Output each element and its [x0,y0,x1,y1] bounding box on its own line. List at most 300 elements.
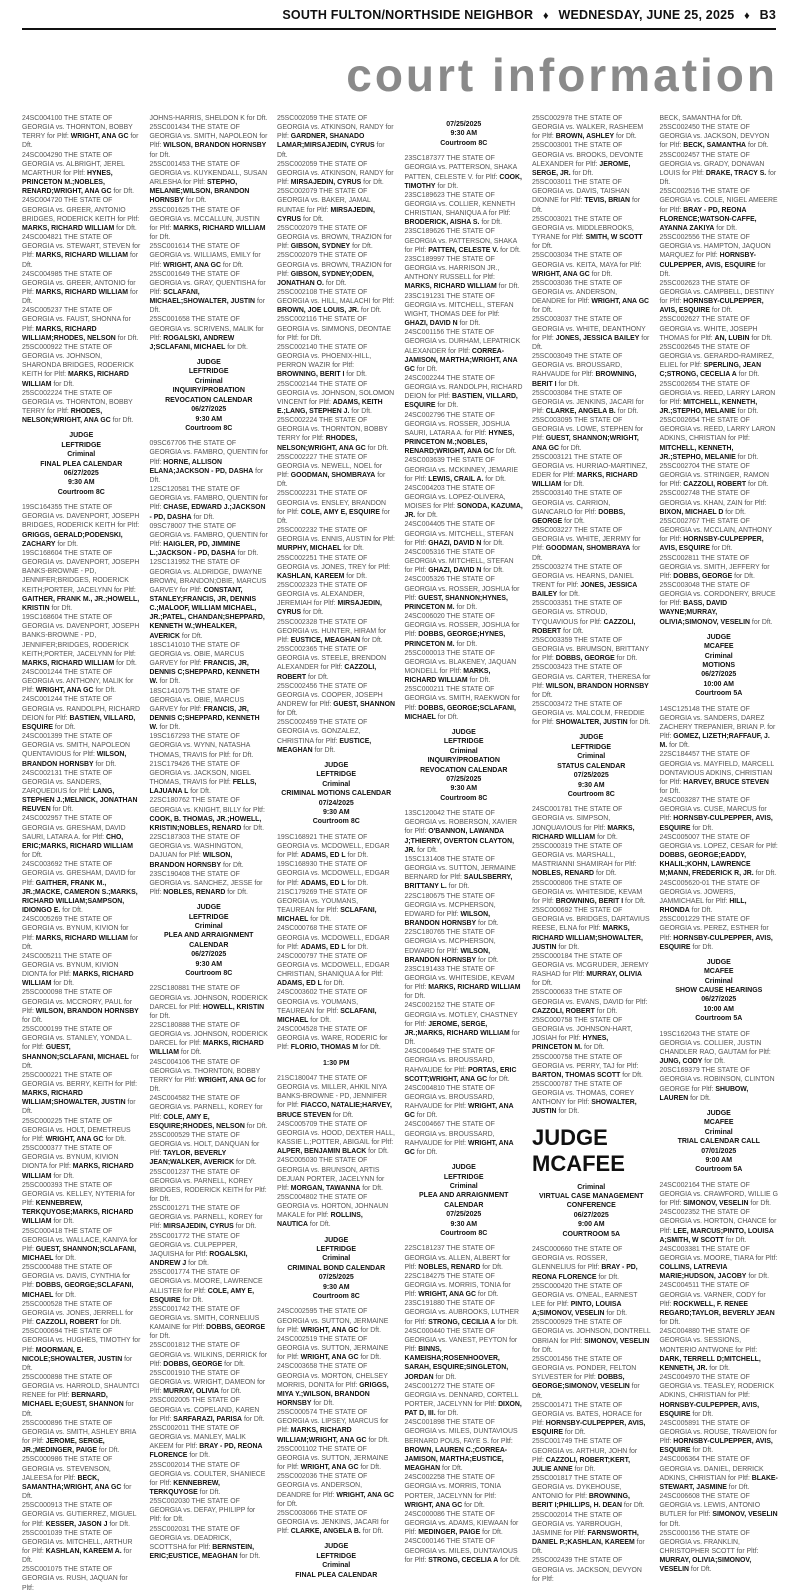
calendar-heading-line: Courtroom 8C [440,139,488,147]
case-entry: 24SC004880 THE STATE OF GEORGIA vs. SESSIONS, MONTERIO ANTWONE for Pltf: DARK, TERRELL D;MITCHELL, KENNETH, JR. for Dft. [659,1328,761,1372]
calendar-heading-line: LEFTRIDGE [316,1552,357,1560]
case-entry: JOHNS-HARRIS, SHELDON K for Dft. [149,115,268,122]
case-entry: 25SC002030 THE STATE OF GEORGIA vs. DEFAY, PHILIPP for Pltf: for Dft. [149,1498,256,1524]
page-header [22,6,776,46]
case-entry: 25SC003227 THE STATE OF GEORGIA vs. WHITE, JERRMY for Pltf: GOODMAN, SHOMBRAYA for Dft. [532,527,641,562]
case-entry: 19SC164355 THE STATE OF GEORGIA vs. DAVENPORT, JOSEPH BRIDGES, RODERICK KEITH for Pltf: GRIGGS, GERALD;PODENSKI, ZACHARY for Dft. [22,504,140,548]
calendar-heading-line: JUDGE [196,359,221,367]
case-entry: 24SC004970 THE STATE OF GEORGIA vs. TEASLEY, RODERICK ADKINS, CHRISTIAN for Pltf: HORNSBY-CULPEPPER, AVIS, ESQUIRE for Dft. [659,1374,775,1418]
case-entry: 24SC004528 THE STATE OF GEORGIA vs. WARE, RODERIC for Pltf: FLORIO, THOMAS M for Dft. [277,1026,388,1052]
case-entry: 25SC000633 THE STATE OF GEORGIA vs. EVANS, DAVID for Pltf: CAZZOLI, ROBERT for Dft. [532,989,648,1015]
case-entry: 23SC189997 THE STATE OF GEORGIA vs. HARRISON JR., ANTHONY RUSSELL for Pltf: MARKS, RICHARD WILLIAM for Dft. [404,255,520,291]
calendar-heading [405,728,524,803]
calendar-heading-line: Criminal [67,451,96,459]
calendar-heading-line: 10:00 AM [703,1005,734,1013]
case-entry: 24SC000146 THE STATE OF GEORGIA vs. MILES, DUNTAVIOUS for Pltf: STRONG, CECELIA A for Dft. [404,1538,521,1564]
calendar-heading-line: VIRTUAL CASE MANAGEMENT [539,1193,644,1201]
case-entry: 25SC000156 THE STATE OF GEORGIA vs. FRANKLIN, CHRISTOPHER SCOTT for Pltf: MURRAY, OLIVIA;SIMONOV, VESELIN for Dft. [659,1529,759,1574]
case-entry: 25SC002036 THE STATE OF GEORGIA vs. ANDERSON, DEANDRE for Pltf: WRIGHT, ANA GC for Dft. [277,1473,395,1508]
calendar-heading-line: 06/27/2025 [191,951,227,959]
case-entry: 25SC000922 THE STATE OF GEORGIA vs. JOHNSON, SHARONDA BRIDGES, RODERICK KEITH for Pltf: MARKS, RICHARD WILLIAM for Dft. [22,343,134,388]
calendar-heading [405,1163,524,1238]
case-entry: 24SC006608 THE STATE OF GEORGIA vs. LEWIS, ANTONIO BUTLER for Pltf: SIMONOV, VESELIN for Dft. [659,1493,778,1528]
calendar-heading-line: JUDGE [451,1164,476,1172]
calendar-heading-line: 07/25/2025 [446,775,482,783]
case-entry: 24SC000086 THE STATE OF GEORGIA vs. ADAMS, KIEWAAN for Pltf: MEDINGER, PAIGE for Dft. [404,1510,519,1537]
calendar-heading-line: 07/25/2025 [318,1274,354,1282]
case-entry: 12SC131952 THE STATE OF GEORGIA vs. ALDRIDGE, DWAYNE BROWN, BRANDON;OBIE, MARCUS GARVEY for Pltf: CONSTANT, STANLEY;FRANCIS, JR, DENNIS C.;MALOOF, WILLIAM MICHAEL, JR.;PATEL, CHANDAN;SHEPPARD, KENNETH W.;WHEALKER, AVERICK for Dft. [149,559,267,640]
case-entry: 19SC168604 THE STATE OF GEORGIA vs. DAVENPORT, JOSEPH BANKS-BROWNE - PD, JENNIFER;BRIDGES, RODERICK KEITH;PORTER, JACELYNN for Pltf: MARKS, RICHARD WILLIAM for Dft. [22,614,140,667]
case-entry: 25SC001649 THE STATE OF GEORGIA vs. GRAY, QUENTISHA for Pltf: SCLAFANI, MICHAEL;SHOWALTER, JUSTIN for Dft. [149,270,266,315]
case-entry: 23SC190408 THE STATE OF GEORGIA vs. SANCHEZ, JESSE for Pltf: NOBLES, RENARD for Dft. [149,870,263,896]
calendar-heading-line: Courtroom 8C [57,488,105,496]
calendar-heading-line: 9:00 AM [577,1221,605,1229]
case-entry: 25SC002014 THE STATE OF GEORGIA vs. YARBROUGH, JASMINE for Pltf: FARNSWORTH, DANIEL P.;KASHLAN, KAREEM for Dft. [532,1511,645,1556]
case-entry: 22SC180675 THE STATE OF GEORGIA vs. MCPHERSON, EDWARD for Pltf: WILSON, BRANDON HORNSBY for Dft. [404,892,499,928]
case-entry: 22SC180881 THE STATE OF GEORGIA vs. JOHNSON, RODERICK DARCEL for Pltf: HOWELL, KRISTIN for Dft. [149,985,268,1020]
calendar-heading-line: Criminal [704,1128,733,1136]
case-entry: 25SC000694 THE STATE OF GEORGIA vs. HUGHES, TIMOTHY for Pltf: MOORMAN, E. NICOLE;SHOWALTER, JUSTIN for Dft. [22,1328,141,1372]
case-entry: 25SC002140 THE STATE OF GEORGIA vs. PHOENIX-HILL, PERRON WAZIR for Pltf: BROWNING, BERIT I for Dft. [277,343,372,379]
calendar-heading-line: 07/25/2025 [446,121,482,128]
calendar-heading-line: Criminal [194,922,223,930]
case-entry: 24SC005326 THE STATE OF GEORGIA vs. ROSSER, JOSHUA for Pltf: GUEST, SHANNON;HYNES, PRINCETON M. for Dft. [404,576,520,611]
case-entry: 24SC001781 THE STATE OF GEORGIA vs. SIMPSON, JONQUAVIOUS for Pltf: MARKS, RICHARD WILLIAM for Dft. [532,806,635,841]
case-entry: 25SC000013 THE STATE OF GEORGIA vs. BLAKENEY, JAQUAN MONDELL for Pltf: MARKS, RICHARD WILLIAM for Dft. [404,649,517,685]
case-entry: 25SC001453 THE STATE OF GEORGIA vs. KUYKENDALL, SUSAN ARLESHA for Pltf: STEPHO, MELANIE;WILSON, BRANDON HORNSBY for Dft. [149,160,268,205]
case-entry: 24SC001272 THE STATE OF GEORGIA vs. DENNARD, CORTELL PORTER, JACELYNN for Pltf: DIXON, PAT D, III. for Dft. [404,1382,522,1418]
case-entry: 25SC000929 THE STATE OF GEORGIA vs. JOHNSON, DONTRELL OBRIAN for Pltf: SIMONOV, VESELIN for Dft. [532,1319,651,1354]
calendar-heading [660,958,779,1024]
case-entry: 25SC002654 THE STATE OF GEORGIA vs. REED, LARRY LARON for Pltf: MITCHELL, KENNETH, JR.;STEPHO, MELANIE for Dft. [659,380,776,415]
calendar-heading-line: MOTIONS [702,661,736,669]
case-entry: 25SC001742 THE STATE OF GEORGIA vs. SMITH, CORNELIUS KAMAINE for Pltf: DOBBS, GEORGE for Dft. [149,1305,266,1341]
calendar-heading-line: CALENDAR [189,941,229,949]
header-rule [22,28,776,30]
case-entry: 14SC125148 THE STATE OF GEORGIA vs. SANDERS, DAREZ ZACHERY TREPANIER, BRIAN P. for Pltf: GOMEZ, LIZETH;RAFFAUF, J. M. for Dft. [659,705,776,750]
case-entry: 22SC180888 THE STATE OF GEORGIA vs. JOHNSON, RODERICK DARCEL for Pltf: MARKS, RICHARD WILLIAM for Dft. [149,1022,268,1057]
calendar-heading-line: LEFTRIDGE [188,913,229,921]
case-entry: 25SC003140 THE STATE OF GEORGIA vs. CARRION, GIANCARLO for Pltf: DOBBS, GEORGE for Dft. [532,490,626,525]
case-entry: 24SC005269 THE STATE OF GEORGIA vs. BYNUM, KIVION for Pltf: MARKS, RICHARD WILLIAM for Dft. [22,916,139,951]
case-entry: 24SC002164 THE STATE OF GEORGIA vs. CRAWFORD, WILLIE G for Pltf: SIMONOV, VESELIN for Dft. [659,1181,778,1208]
case-entry: 25SC000184 THE STATE OF GEORGIA vs. MCGRUDER, JEREMY RASHAD for Pltf: MURRAY, OLIVIA for Dft. [532,952,649,988]
case-entry: 20SC169379 THE STATE OF GEORGIA vs. ROBINSON, CLINTON GEORGE for Pltf: SHUBOW, LAUREN for Dft. [659,1067,775,1102]
calendar-heading-line: PLEA AND ARRAIGNMENT [164,932,254,940]
case-entry: 24SC001399 THE STATE OF GEORGIA vs. SMITH, NAPOLEON QUENTAVIOUS for Pltf: WILSON, BRANDON HORNSBY for Dft. [22,733,130,768]
case-entry: 25SC000098 THE STATE OF GEORGIA vs. MCCRORY, PAUL for Pltf: WILSON, BRANDON HORNSBY for Dft. [22,989,139,1024]
case-entry: 24SC006364 THE STATE OF GEORGIA vs. DANIEL, DERRICK ADKINS, CHRISTIAN for Pltf: BLAKE-STEWART, JASMINE for Dft. [659,1456,778,1491]
calendar-heading-line: Courtroom 8C [567,790,615,798]
calendar-heading-line: Courtroom 8C [440,1229,488,1237]
column-5 [532,114,651,1593]
calendar-heading-line: Criminal [322,1562,351,1570]
case-entry: 23SC191231 THE STATE OF GEORGIA vs. MITCHELL, STEFAN WIGHT, THOMAS DEE for Pltf: GHAZI, DAVID N for Dft. [404,292,514,328]
calendar-heading-line: 06/27/2025 [701,671,737,679]
case-entry: 24SC001244 THE STATE OF GEORGIA vs. RANDOLPH, RICHARD DEION for Pltf: BASTIEN, VILLARD, ESQUIRE for Dft. [22,696,140,731]
case-entry: 24SC002244 THE STATE OF GEORGIA vs. RANDOLPH, RICHARD DEION for Pltf: BASTIEN, VILLARD, ESQUIRE for Dft. [404,374,523,410]
calendar-heading-line: 06/27/2025 [701,996,737,1004]
case-entry: 25SC003036 THE STATE OF GEORGIA vs. ANDERSON, DEANDRE for Pltf: WRIGHT, ANA GC for Dft. [532,279,650,315]
case-entry: 25SC001039 THE STATE OF GEORGIA vs. MITCHELL, ARTHUR for Pltf: KASHLAN, KAREEM A. for Dft. [22,1529,133,1565]
column-4 [405,114,524,1593]
case-entry: 25SC002623 THE STATE OF GEORGIA vs. CAMPBELL, DESTINY for Pltf: HORNSBY-CULPEPPER, AVIS, ESQUIRE for Dft. [659,279,775,315]
calendar-heading-line: LEFTRIDGE [61,441,102,449]
calendar-heading-line: LEFTRIDGE [316,1246,357,1253]
case-entry: 24SC002352 THE STATE OF GEORGIA vs. HORTON, CHANCE for Pltf: LEE, MARCUS;PINTO, LOUISA A;SMITH, W SCOTT for Dft. [659,1209,777,1244]
case-entry: 24SC004810 THE STATE OF GEORGIA vs. BROUSSARD, RAHVAUDE for Pltf: WRIGHT, ANA GC for Dft. [404,1084,514,1120]
case-entry: 24SC002152 THE STATE OF GEORGIA vs. MOTLEY, CHASTNEY for Pltf: JEROME, SERGE, JR.;MARKS, RICHARD WILLIAM for Dft. [404,1002,520,1047]
case-entry: 24SC002519 THE STATE OF GEORGIA vs. SUTTON, JERMAINE for Pltf: WRIGHT, ANA GC for Dft. [277,1335,389,1362]
case-entry: 25SC003121 THE STATE OF GEORGIA vs. HURRIAO-MARTINEZ, EDER for Pltf: MARKS, RICHARD WILLIAM for Dft. [532,453,648,489]
case-entry: 25SC003274 THE STATE OF GEORGIA vs. HEARNS, DANIEL TRENT for Pltf: JONES, JESSICA BAILEY for Dft. [532,563,637,599]
case-entry: 13SC120042 THE STATE OF GEORGIA vs. ROBERSON, XAVIER for Pltf: O'BANNON, LAWANDA J;THIERRY, OVERTON CLAYTON, JR. for Dft. [404,810,517,854]
calendar-heading-line: COURTROOM 5A [562,1230,621,1238]
calendar-heading-line: 9:30 AM [322,1283,350,1291]
calendar-heading-line: 9:00 AM [705,1156,733,1164]
calendar-heading-line: LEFTRIDGE [188,368,229,376]
calendar-heading-line: 1:30 PM [323,1059,350,1067]
case-entry: 24SC002131 THE STATE OF GEORGIA vs. SANDERS, ZARQUEDIUS for Pltf: LANG, STEPHEN J.;MELNICK, JONATHAN REUVEN for Dft. [22,769,138,814]
case-entry: 25SC000225 THE STATE OF GEORGIA vs. HOLT, DEMETREUS for Pltf: WRIGHT, ANA GC for Dft. [22,1117,131,1143]
calendar-heading-line: 9:30 AM [195,960,223,968]
diamond-separator-icon: ♦ [542,10,549,22]
calendar-heading-line: FINAL PLEA CALENDAR [40,460,123,468]
calendar-heading-line: INQUIRY/PROBATION [172,387,245,395]
calendar-heading [150,903,269,978]
calendar-heading-line: Criminal [704,977,733,985]
calendar-heading-line: CRIMINAL MOTIONS CALENDAR [281,790,392,798]
case-entry: 25SC001075 THE STATE OF GEORGIA vs. RUSH, JAQUAN for Pltf: [22,1566,128,1592]
calendar-heading [277,761,396,827]
case-entry: 25SC000787 THE STATE OF GEORGIA vs. THOMAS, COREY ANTHONY for Pltf: SHOWALTER, JUSTIN for Dft. [532,1081,637,1116]
calendar-heading-line: 06/27/2025 [191,406,227,414]
case-entry: 24SC005891 THE STATE OF GEORGIA vs. ROUSE, TRAVEION for Pltf: HORNSBY-CULPEPPER, AVIS, ESQUIRE for Dft. [659,1419,777,1455]
calendar-heading-line: FINAL PLEA CALENDAR [295,1571,378,1579]
case-entry: 22SC184275 THE STATE OF GEORGIA vs. MORRIS, TONIA for Pltf: WRIGHT, ANA GC for Dft. [404,1272,511,1299]
calendar-heading-line: Criminal [322,780,351,788]
case-entry: 24SC004203 THE STATE OF GEORGIA vs. LOPEZ-OLIVERA, MOISES for Pltf: SONODA, KAZUMA, JR. for Dft. [404,484,523,520]
calendar-heading-line: 10:00 AM [703,680,734,688]
calendar-heading-line: INQUIRY/PROBATION [427,757,500,765]
calendar-heading-line: JUDGE [324,761,349,769]
calendar-heading-line: JUDGE [706,958,731,966]
calendar-heading-line: JUDGE [706,633,731,641]
case-entry: 25SC002748 THE STATE OF GEORGIA vs. KHAN, ZAIN for Pltf: BIXON, MICHAEL D for Dft. [659,490,767,516]
calendar-heading-line: 9:30 AM [322,808,350,816]
calendar-heading-line: Criminal [194,377,223,385]
case-entry: 24SC005620-01 THE STATE OF GEORGIA vs. JOWERS, JAMMICHAEL for Pltf: HILL, RHONDA for Dft. [659,879,760,915]
paper-name: SOUTH FULTON/NORTHSIDE NEIGHBOR [282,8,534,22]
case-entry: 25SC002439 THE STATE OF GEORGIA vs. JACKSON, DEVYON for Pltf: [532,1557,642,1583]
case-entry: 15SC131408 THE STATE OF GEORGIA vs. SUTTON, JERMAINE BERNARD for Pltf: SAULSBERRY, BRITTANY L. for Dft. [404,855,516,891]
case-entry: 25SC001229 THE STATE OF GEORGIA vs. PEREZ, ESTHER for Pltf: HORNSBY-CULPEPPER, AVIS, ESQUIRE for Dft. [659,916,773,951]
case-entry: 24SC003602 THE STATE OF GEORGIA vs. YOUMANS, TEAUREAN for Pltf: SCLAFANI, MICHAEL for Dft. [277,989,377,1024]
case-entry: 25SC003084 THE STATE OF GEORGIA vs. JENKINS, JACARI for Pltf: CLARKE, ANGELA B. for Dft. [532,389,644,415]
calendar-heading [22,431,141,497]
judge-heading-line: MCAFEE [532,1150,625,1176]
calendar-heading-line: 9:30 AM [195,415,223,423]
case-entry: 24SC004405 THE STATE OF GEORGIA vs. MITCHELL, STEFAN for Pltf: GHAZI, DAVID N for Dft. [404,521,514,547]
calendar-heading-line: LEFTRIDGE [443,1173,484,1181]
case-entry: 25SC002456 THE STATE OF GEORGIA vs. COOPER, JOSEPH ANDREW for Pltf: GUEST, SHANNON for Dft. [277,682,395,718]
calendar-heading-line: Criminal [322,1255,351,1263]
case-entry: 25SC003095 THE STATE OF GEORGIA vs. LOWE, STEPHEN for Pltf: GUEST, SHANNON;WRIGHT, ANA GC for Dft. [532,417,644,452]
case-entry: 12SC120581 THE STATE OF GEORGIA vs. FAMBRO, QUENTIN for Pltf: CHASE, EDWARD J.;JACKSON - PD, DASHA for Dft. [149,486,268,521]
case-entry: 24SC002796 THE STATE OF GEORGIA vs. ROSSER, JOSHUA SAURI, LATARA A. for Pltf: HYNES, PRINCETON M.;NOBLES, RENARD;WRIGHT, ANA GC for Dft. [404,411,517,456]
case-entry: 25SC000319 THE STATE OF GEORGIA vs. MARSHALL, MASTRIANNI SHAMIRAH for Pltf: NOBLES, RENARD for Dft. [532,842,637,878]
case-entry: 23SC187377 THE STATE OF GEORGIA vs. PATTERSON, SHAKA PATTEN, CELESTE V. for Pltf: COOK, TIMOTHY for Dft. [404,155,522,190]
case-entry: 25SC004802 THE STATE OF GEORGIA vs. HORTON, JOHNAUN MAKALE for Pltf: ROLLINS, NAUTICA for Dft. [277,1193,389,1229]
case-entry: 24SC000768 THE STATE OF GEORGIA vs. MCDOWELL, EDGAR for Pltf: ADAMS, ED L for Dft. [277,925,390,951]
case-entry: 25SC003351 THE STATE OF GEORGIA vs. STROUD, TY'QUAVIOUS for Pltf: CAZZOLI, ROBERT for Dft. [532,600,636,635]
case-entry: 25SC000986 THE STATE OF GEORGIA vs. STEVENSON, JALEESA for Pltf: BECK, SAMANTHA;WRIGHT, ANA GC for Dft. [22,1456,132,1501]
calendar-heading-line: MCAFEE [703,1119,734,1127]
case-entry: 24SC004667 THE STATE OF GEORGIA vs. BROUSSARD, RAHVAUDE for Pltf: WRIGHT, ANA GC for Dft. [404,1121,514,1156]
calendar-heading-line: REVOCATION CALENDAR [165,396,253,404]
column-3 [277,114,396,1593]
case-entry: 25SC000377 THE STATE OF GEORGIA vs. BYNUM, KIVION DIONTA for Pltf: MARKS, RICHARD WILLIAM for Dft. [22,1145,134,1180]
judge-heading-line: JUDGE [532,1124,608,1150]
case-entry: 25SC002227 THE STATE OF GEORGIA vs. NEWELL, NOEL for Pltf: GOODMAN, SHOMBRAYA for Dft. [277,453,386,489]
calendar-heading-line: LEFTRIDGE [571,743,612,751]
calendar-heading [150,358,269,433]
calendar-heading-line: Criminal [704,652,733,660]
calendar-heading-line: LEFTRIDGE [443,738,484,746]
case-entry: 25SC001456 THE STATE OF GEORGIA vs. PONDER, FELTON SYLVESTER for Pltf: DOBBS, GEORGE;SIMONOV, VESELIN for Dft. [532,1355,640,1400]
case-entry: 25SC003066 THE STATE OF GEORGIA vs. JENKINS, JACARI for Pltf: CLARKE, ANGELA B. for Dft. [277,1509,389,1536]
case-entry: 25SC003001 THE STATE OF GEORGIA vs. BROOKS, DEVONTE ALEXANDER for Pltf: JEROME, SERGE, JR. for Dft. [532,142,644,177]
listing-columns [22,114,778,1592]
calendar-heading-line: SHOW CAUSE HEARINGS [675,987,763,995]
case-entry: 24SC003658 THE STATE OF GEORGIA vs. MORTON, CHELSEY MORRIS, DONITA for Pltf: GRIGGS, MIYA Y.;WILSON, BRANDON HORNSBY for Dft. [277,1363,389,1407]
case-entry: 25SC003037 THE STATE OF GEORGIA vs. WHITE, DEANTHONY for Pltf: JONES, JESSICA BAILEY for Dft. [532,316,650,351]
case-entry: 24SC004290 THE STATE OF GEORGIA vs. ALBRIGHT, JEREL MCARTHUR for Pltf: HYNES, PRINCETON M.;NOBLES, RENARD;WRIGHT, ANA GC for Dft. [22,151,135,196]
case-entry: 25SC002231 THE STATE OF GEORGIA vs. ENSLEY, BRANDON for Pltf: COLE, AMY E, ESQUIRE for Dft. [277,490,390,525]
calendar-heading-line: STATUS CALENDAR [557,762,626,770]
case-entry: 24SC005030 THE STATE OF GEORGIA vs. BRUNSON, ARTIS DEJUAN PORTER, JACELYNN for Pltf: MORGAN, TAWANNA for Dft. [277,1157,385,1192]
case-entry: 21SC179269 THE STATE OF GEORGIA vs. YOUMANS, TEAUREAN for Pltf: SCLAFANI, MICHAEL for Dft. [277,888,377,924]
case-entry: 22SC184457 THE STATE OF GEORGIA vs. MAYFIELD, MARCELL DONTAVIOUS ADKINS, CHRISTIAN for Pltf: HARVEY, BRUCE STEVEN for Dft. [659,751,774,795]
case-entry: 25SC002978 THE STATE OF GEORGIA vs. WALKER, RASHEEM for Pltf: BROWN, ASHLEY for Dft. [532,115,644,141]
case-entry: 25SC002328 THE STATE OF GEORGIA vs. HUNTER, HIRAM for Pltf: EUSTICE, MEAGHAN for Dft. [277,618,387,644]
case-entry: 25SC002079 THE STATE OF GEORGIA vs. BAKER, JAMAL RUNTAE for Pltf: MIRSAJEDIN, CYRUS for Dft. [277,188,375,223]
case-entry: 25SC003472 THE STATE OF GEORGIA vs. MALCOLM, FREDDIE for Pltf: SHOWALTER, JUSTIN for Dft. [532,701,651,727]
case-entry: 24SC004649 THE STATE OF GEORGIA vs. BROUSSARD, RAHVAUDE for Pltf: PORTAS, ERIC SCOTT;WRIGHT, ANA GC for Dft. [404,1048,517,1083]
calendar-heading [277,1059,396,1068]
case-entry: 24SC002595 THE STATE OF GEORGIA vs. SUTTON, JERMAINE for Pltf: WRIGHT, ANA GC for Dft. [277,1308,389,1334]
case-entry: 25SC002232 THE STATE OF GEORGIA vs. ENNIS, AUSTIN for Pltf: MURPHY, MICHAEL for Dft. [277,527,395,553]
calendar-heading-line: 9:30 AM [577,781,605,789]
case-entry: 24SC000440 THE STATE OF GEORGIA vs. VANEST, PEYTON for Pltf: BINNS, KAMEISHA;ROSENHOOVER, SARAH, ESQUIRE;SINGLETON, JORDAN for Dft. [404,1327,518,1381]
case-entry: 25SC000420 THE STATE OF GEORGIA vs. O'NEAL, EARNEST LEE for Pltf: PINTO, LOUISA A;SIMONOV, VESELIN for Dft. [532,1282,638,1318]
case-entry: 24SC006020 THE STATE OF GEORGIA vs. ROSSER, JOSHUA for Pltf: DOBBS, GEORGE;HYNES, PRINCETON M. for Dft. [404,613,520,648]
case-entry: 25SC003021 THE STATE OF GEORGIA vs. MIDDLEBROOKS, TYRANE for Pltf: SMITH, W SCOTT for Dft. [532,215,643,251]
case-entry: 25SC001658 THE STATE OF GEORGIA vs. SCRIVENS, MALIK for Pltf: ROGALSKI, ANDREW J;SCLAFANI, MICHAEL for Dft. [149,316,264,351]
calendar-heading-line: 07/25/2025 [573,772,609,780]
calendar-heading-line: TRIAL CALENDAR CALL [677,1138,760,1146]
case-entry: 24SC004582 THE STATE OF GEORGIA vs. PARNELL, KOREY for Pltf: COLE, AMY E, ESQUIRE;RHODES, NELSON for Dft. [149,1095,268,1130]
case-entry: 24SC000797 THE STATE OF GEORGIA vs. MCDOWELL, EDGAR CHRISTIAN, SHANIQUA A for Pltf: ADAMS, ED L for Dft. [277,952,390,988]
case-entry: 19SC168604 THE STATE OF GEORGIA vs. DAVENPORT, JOSEPH BANKS-BROWNE - PD, JENNIFER;BRIDGES, RODERICK KEITH;PORTER, JACELYNN for Pltf: GAITHER, FRANK M., JR.;HOWELL, KRISTIN for Dft. [22,549,140,612]
case-entry: 25SC000896 THE STATE OF GEORGIA vs. SMITH, ASHLEY BRIA for Pltf: JEROME, SERGE, JR.;MEDINGER, PAIGE for Dft. [22,1419,136,1455]
case-entry: 24SC005316 THE STATE OF GEORGIA vs. MITCHELL, STEFAN for Pltf: GHAZI, DAVID N for Dft. [404,548,514,575]
calendar-heading-line: JUDGE [451,728,476,736]
case-entry: 25SC001817 THE STATE OF GEORGIA vs. DYKEHOUSE, ANTONIO for Pltf: BROWNING, BERIT I;PHILLIPS, H. DEAN for Dft. [532,1474,645,1510]
page-number: B3 [759,8,776,22]
calendar-heading-line: JUDGE [579,734,604,742]
case-entry: 25SC002224 THE STATE OF GEORGIA vs. THORNTON, BOBBY TERRY for Pltf: RHODES, NELSON;WRIGHT, ANA GC for Dft. [277,417,389,452]
calendar-heading-line: Courtroom 5A [695,1015,743,1023]
case-entry: 25SC000806 THE STATE OF GEORGIA vs. WHITESIDE, KEVAM for Pltf: BROWNING, BERIT I for Dft. [532,879,646,905]
case-entry: 25SC002108 THE STATE OF GEORGIA vs. HILL, MALACHI for Pltf: BROWN, JOE LOUIS, JR. for Dft. [277,288,395,315]
calendar-heading-line: REVOCATION CALENDAR [420,766,508,774]
case-entry: 24SC005237 THE STATE OF GEORGIA vs. FAUST, SHONNA for Pltf: MARKS, RICHARD WILLIAM;RHODES, NELSON for Dft. [22,307,139,342]
case-entry: 25SC000488 THE STATE OF GEORGIA vs. DAVIS, CYNTHIA for Pltf: DOBBS, GEORGE;SCLAFANI, MICHAEL for Dft. [22,1264,134,1299]
case-entry: 24SC004720 THE STATE OF GEORGIA vs. GREER, ANTONIO BRIDGES, RODERICK KEITH for Pltf: MARKS, RICHARD WILLIAM for Dft. [22,197,140,232]
calendar-heading-line: 06/27/2025 [63,469,99,477]
case-entry: 24SC004511 THE STATE OF GEORGIA vs. VARNER, CODY for Pltf: ROCKWELL, F. RENEE REGARD;TAYLOR, BEVERLY JEAN for Dft. [659,1282,775,1327]
case-entry: 25SC000199 THE STATE OF GEORGIA vs. STANLEY, YONDA L. for Pltf: GUEST, SHANNON;SCLAFANI, MICHAEL for Dft. [22,1026,139,1070]
case-entry: 22SC180762 THE STATE OF GEORGIA vs. KNIGHT, BILLY for Pltf: COOK, B. THOMAS, JR.;HOWELL, KRISTIN;NOBLES, RENARD for Dft. [149,797,265,832]
case-entry: 19SC162043 THE STATE OF GEORGIA vs. COLLIER, JUSTIN CHANDLER RAO, GAUTAM for Pltf: JUNG, CODY for Dft. [659,1030,771,1066]
calendar-heading [532,733,651,799]
calendar-heading [277,1542,396,1580]
case-entry: 25SC002079 THE STATE OF GEORGIA vs. BROWN, TRAZION for Pltf: GIBSON, SYDNEY for Dft. [277,224,392,251]
case-entry: 25SC003011 THE STATE OF GEORGIA vs. DAVIS, TAISHAN DIONNE for Pltf: TEVIS, BRIAN for Dft. [532,179,640,214]
case-entry: 25SC000913 THE STATE OF GEORGIA vs. GUTIERREZ, MIGUEL for Pltf: KESSER, JASON J for Dft. [22,1502,137,1528]
calendar-heading-line: JUDGE [324,1543,349,1551]
judge-heading-large [532,1125,651,1177]
case-entry: 25SC001614 THE STATE OF GEORGIA vs. WILLIAMS, EMILY for Pltf: WRIGHT, ANA GC for Dft. [149,243,261,269]
calendar-heading-line: 9:30 AM [67,479,95,487]
case-entry: 25SC002459 THE STATE OF GEORGIA vs. GONZALEZ, CHRISTINA for Pltf: EUSTICE, MEAGHAN for Dft. [277,719,372,754]
case-entry: 18SC141010 THE STATE OF GEORGIA vs. OBIE, MARCUS GARVEY for Pltf: FRANCIS, JR, DENNIS C;SHEPPARD, KENNETH W. for Dft. [149,641,260,686]
case-entry: 09SC67706 THE STATE OF GEORGIA vs. FAMBRO, QUENTIN for Pltf: HORNE, ALLISON ELANA;JACKSON - PD, DASHA for Dft. [149,440,268,484]
case-entry: 25SC003049 THE STATE OF GEORGIA vs. BROUSSARD, RAHVAUDE for Pltf: BROWNING, BERIT I for Dft. [532,353,637,388]
case-entry: 25SC003048 THE STATE OF GEORGIA vs. CORDONERY, BRUCE for Pltf: BASS, DAVID WAYNE;MURRAY, OLIVIA;SIMONOV, VESELIN for Dft. [659,581,776,626]
case-entry: 25SC002556 THE STATE OF GEORGIA vs. HAMPTON, JAQUON MARQUEZ for Pltf: HORNSBY-CULPEPPER, AVIS, ESQUIRE for Dft. [659,234,771,278]
case-entry: 25SC002014 THE STATE OF GEORGIA vs. COULTER, SHANIECE for Pltf: KENNEBREW, TERKQUYOSE for Dft. [149,1461,266,1496]
case-entry: 25SC002645 THE STATE OF GEORGIA vs. GERARDO-RAMIREZ, ELIEL for Pltf: SPERLING, JEAN C;STRONG, CECELIA A for Dft. [659,343,774,379]
case-entry: 24SC002258 THE STATE OF GEORGIA vs. MORRIS, TONIA PORTER, JACELYNN for Pltf: WRIGHT, ANA GC for Dft. [404,1474,501,1509]
calendar-heading-line: JUDGE [196,904,221,912]
case-entry: 25SC002704 THE STATE OF GEORGIA vs. STRINGER, RAMON for Pltf: CAZZOLI, ROBERT for Dft. [659,462,769,489]
case-entry: 25SC002011 THE STATE OF GEORGIA vs. MANLEY, MALIK AKEEM for Pltf: BRAY - PD, REONA FLORENCE for Dft. [149,1424,263,1460]
case-entry: 25SC000574 THE STATE OF GEORGIA vs. LIPSEY, MARCUS for Pltf: MARKS, RICHARD WILLIAM;WRIGHT, ANA GC for Dft. [277,1409,390,1444]
case-entry: 24SC003381 THE STATE OF GEORGIA vs. MOORE, TIARA for Pltf: COLLINS, LATREVIA MARIE;HUDSON, JACOBY for Dft. [659,1245,778,1281]
case-entry: 25SC002005 THE STATE OF GEORGIA vs. COPELAND, KAREN for Pltf: SARFARAZI, PARISA for Dft. [149,1397,265,1423]
case-entry: 25SC000221 THE STATE OF GEORGIA vs. BERRY, KEITH for Pltf: MARKS, RICHARD WILLIAM;SHOWALTER, JUSTIN for Dft. [22,1071,138,1116]
case-entry: 25SC000211 THE STATE OF GEORGIA vs. SMITH, RAEKWON for Pltf: DOBBS, GEORGE;SCLAFANI, MICHAEL for Dft. [404,686,520,721]
case-entry: 24SC004106 THE STATE OF GEORGIA vs. THORNTON, BOBBY TERRY for Pltf: WRIGHT, ANA GC for Dft. [149,1058,266,1094]
calendar-heading-line: 9:30 AM [450,1220,478,1228]
case-entry: 24SC003287 THE STATE OF GEORGIA vs. CUSE, MARCUS for Pltf: HORNSBY-CULPEPPER, AVIS, ESQUIRE for Dft. [659,797,773,832]
case-entry: 24SC004985 THE STATE OF GEORGIA vs. GREER, ANTONIO for Pltf: MARKS, RICHARD WILLIAM for Dft. [22,270,139,306]
case-entry: 21SC180047 THE STATE OF GEORGIA vs. MILLER, AHKIL NIYA BANKS-BROWNE - PD, JENNIFER for Pltf: FIACCO, NATALIE;HARVEY, BRUCE STEVEN for Dft. [277,1074,392,1119]
calendar-heading-line: CONFERENCE [566,1202,616,1210]
case-entry: 25SC000758 THE STATE OF GEORGIA vs. JOHNSON-HART, JOSIAH for Pltf: HYNES, PRINCETON M. for Dft. [532,1016,633,1052]
case-entry: 25SC002654 THE STATE OF GEORGIA vs. REED, LARRY LARON ADKINS, CHRISTIAN for Pltf: MITCHELL, KENNETH, JR.;STEPHO, MELANIE for Dft. [659,417,776,461]
case-entry: 25SC001434 THE STATE OF GEORGIA vs. SMITH, NAPOLEON for Pltf: WILSON, BRANDON HORNSBY for Dft. [149,124,268,159]
issue-date: WEDNESDAY, JUNE 25, 2025 [558,8,735,22]
case-entry: BECK, SAMANTHA for Dft. [659,115,743,122]
case-entry: 25SC000393 THE STATE OF GEORGIA vs. KELLEY, NYTERIA for Pltf: KENNEBREW, TERKQUYOSE;MARKS, RICHARD WILLIAM for Dft. [22,1181,135,1226]
case-entry: 25SC000898 THE STATE OF GEORGIA vs. HARROLD, SHAUNTCI RENEE for Pltf: BERNARD, MICHAEL E;GUEST, SHANNON for Dft. [22,1374,140,1418]
calendar-heading-line: 07/25/2025 [446,1211,482,1219]
calendar-heading-line: Courtroom 8C [185,969,233,977]
case-entry: 25SC000418 THE STATE OF GEORGIA vs. WALLACE, KANIYA for Pltf: GUEST, SHANNON;SCLAFANI, MICHAEL for Dft. [22,1227,138,1262]
case-entry: 24SC000660 THE STATE OF GEORGIA vs. ROSSER, GLENNELIUS for Pltf: BRAY - PD, REONA FLORENCE for Dft. [532,1246,638,1281]
calendar-heading-line: PLEA AND ARRAIGNMENT [419,1192,509,1200]
case-entry: 24SC005211 THE STATE OF GEORGIA vs. BYNUM, KIVION DIONTA for Pltf: MARKS, RICHARD WILLIAM for Dft. [22,952,134,988]
calendar-heading-line: MCAFEE [703,643,734,651]
calendar-heading [660,1109,779,1175]
case-entry: 25SC000692 THE STATE OF GEORGIA vs. BRIDGES, DARTAVIUS REESE, ELNA for Pltf: MARKS, RICHARD WILLIAM;SHOWALTER, JUSTIN for Dft. [532,907,650,951]
calendar-heading-line: CRIMINAL BOND CALENDAR [287,1264,386,1272]
case-entry: 25SC003423 THE STATE OF GEORGIA vs. CARTER, THERESA for Pltf: WILSON, BRANDON HORNSBY for Dft. [532,664,651,699]
calendar-heading-line: Criminal [577,1183,606,1191]
case-entry: 24SC003639 THE STATE OF GEORGIA vs. MCKINNEY, JEMARIE for Pltf: LEWIS, CRAIL A. for Dft. [404,457,519,483]
case-entry: 25SC002144 THE STATE OF GEORGIA vs. JOHNSON, SOLOMON VINCENT for Pltf: ADAMS, KEITH E.;LANG, STEPHEN J. for Dft. [277,380,395,415]
calendar-heading-line: Criminal [449,747,478,755]
case-entry: 25SC001237 THE STATE OF GEORGIA vs. PARNELL, KOREY BRIDGES, RODERICK KEITH for Pltf: for Dft. [149,1168,267,1203]
case-entry: 24SC004821 THE STATE OF GEORGIA vs. STEWART, STEVEN for Pltf: MARKS, RICHARD WILLIAM for Dft. [22,234,141,269]
case-entry: 25SC002224 THE STATE OF GEORGIA vs. THORNTON, BOBBY TERRY for Pltf: RHODES, NELSON;WRIGHT, ANA GC for Dft. [22,389,134,425]
calendar-heading-line: CALENDAR [444,1201,484,1209]
case-entry: 23SC189626 THE STATE OF GEORGIA vs. PATTERSON, SHAKA for Pltf: PATTEN, CELESTE V. for Dft. [404,228,521,254]
case-entry: 25SC001471 THE STATE OF GEORGIA vs. BATES, HORACE for Pltf: HORNSBY-CULPEPPER, AVIS, ESQUIRE for Dft. [532,1401,646,1437]
case-entry: 18SC141075 THE STATE OF GEORGIA vs. OBIE, MARCUS GARVEY for Pltf: FRANCIS, JR, DENNIS C;SHEPPARD, KENNETH W. for Dft. [149,687,260,732]
case-entry: 25SC002457 THE STATE OF GEORGIA vs. GRADY, DONAVAN LOUIS for Pltf: DRAKE, TRACY S. for Dft. [659,151,777,187]
case-entry: 23SC189623 THE STATE OF GEORGIA vs. COLLIER, KENNETH CHRISTIAN, SHANIQUA A for Pltf: BRODERICK, AISHA S. for Dft. [404,191,516,227]
case-entry: 19SC168921 THE STATE OF GEORGIA vs. MCDOWELL, EDGAR for Pltf: ADAMS, ED L for Dft. [277,833,390,860]
case-entry: 19SC167293 THE STATE OF GEORGIA vs. WYNN, NATASHA THOMAS, TRAVIS for Pltf: for Dft. [149,733,254,759]
case-entry: 24SC001244 THE STATE OF GEORGIA vs. ANTHONY, MALIK for Pltf: WRIGHT, ANA GC for Dft. [22,668,134,695]
case-entry: 24SC002957 THE STATE OF GEORGIA vs. GRESHAM, DAVID SAURI, LATARA A. for Pltf: CHO, ERIC;MARKS, RICHARD WILLIAM for Dft. [22,815,134,860]
calendar-heading-line: Courtroom 5A [695,690,743,698]
calendar-heading-line: LEFTRIDGE [316,771,357,779]
calendar-heading-line: 9:30 AM [450,785,478,793]
calendar-heading-line: Criminal [449,1182,478,1190]
case-entry: 22SC181237 THE STATE OF GEORGIA vs. ALLEN, ALBERT for Pltf: NOBLES, RENARD for Dft. [404,1245,511,1271]
case-entry: 25SC002323 THE STATE OF GEORGIA vs. ALEXANDER, JEREMIAH for Pltf: MIRSAJEDIN, CYRUS for Dft. [277,581,382,617]
calendar-heading [660,633,779,699]
case-entry: 19SC168930 THE STATE OF GEORGIA vs. MCDOWELL, EDGAR for Pltf: ADAMS, ED L for Dft. [277,861,390,887]
case-entry: 25SC002365 THE STATE OF GEORGIA vs. STEELE, BRENDON ALEXANDER for Pltf: CAZZOLI, ROBERT for Dft. [277,646,387,681]
case-entry: 24SC004100 THE STATE OF GEORGIA vs. THORNTON, BOBBY TERRY for Pltf: WRIGHT, ANA GC for Dft. [22,115,139,150]
case-entry: 25SC000529 THE STATE OF GEORGIA vs. HOLT, DANQUAN for Pltf: TAYLOR, BEVERLY JEAN;WALKER, AVERICK for Dft. [149,1131,260,1167]
case-entry: 25SC000758 THE STATE OF GEORGIA vs. PERRY, TAJ for Pltf: BARTON, THOMAS SCOTT for Dft. [532,1053,643,1079]
case-entry: 25SC002059 THE STATE OF GEORGIA vs. ATKINSON, RANDY for Pltf: GARDNER, SHANADO LAMAR;MIRSAJEDIN, CYRUS for Dft. [277,115,394,159]
case-entry: 25SC001102 THE STATE OF GEORGIA vs. SUTTON, JERMAINE for Pltf: WRIGHT, ANA GC for Dft. [277,1445,389,1472]
calendar-heading-line: JUDGE [324,1236,349,1244]
case-entry: 23SC191433 THE STATE OF GEORGIA vs. WHITESIDE, KEVAM for Pltf: MARKS, RICHARD WILLIAM for Dft. [404,965,521,1001]
case-entry: 25SC002251 THE STATE OF GEORGIA vs. JONES, TREY for Pltf: KASHLAN, KAREEM for Dft. [277,554,391,580]
case-entry: 23SC191880 THE STATE OF GEORGIA vs. AUBROOKS, LUTHER for Pltf: STRONG, CECILIA A for Dft. [404,1300,519,1326]
calendar-heading-line: Courtroom 5A [695,1166,743,1174]
case-entry: 25SC001625 THE STATE OF GEORGIA vs. MCCALLUN, JUSTIN for Pltf: MARKS, RICHARD WILLIAM for Dft. [149,206,266,242]
case-entry: 25SC000528 THE STATE OF GEORGIA vs. JONES, JERRELL for Pltf: CAZZOLI, ROBERT for Dft. [22,1300,134,1327]
calendar-heading-line: Courtroom 8C [312,1293,360,1301]
running-head [282,8,776,22]
case-entry: 25SC001910 THE STATE OF GEORGIA vs. WRIGHT, DAMEON for Pltf: MURRAY, OLIVIA for Dft. [149,1369,266,1396]
case-entry: 21SC179426 THE STATE OF GEORGIA vs. JACKSON, NIGEL THOMAS, TRAVIS for Pltf: FELLS, LAJUANA L for Dft. [149,760,257,796]
case-entry: 25SC002116 THE STATE OF GEORGIA vs. SIMMONS, DEONTAE for Pltf: for Dft. [277,316,391,342]
calendar-heading-line: Courtroom 8C [185,424,233,432]
calendar-heading [532,1183,651,1239]
calendar-heading-line: Criminal [577,753,606,761]
